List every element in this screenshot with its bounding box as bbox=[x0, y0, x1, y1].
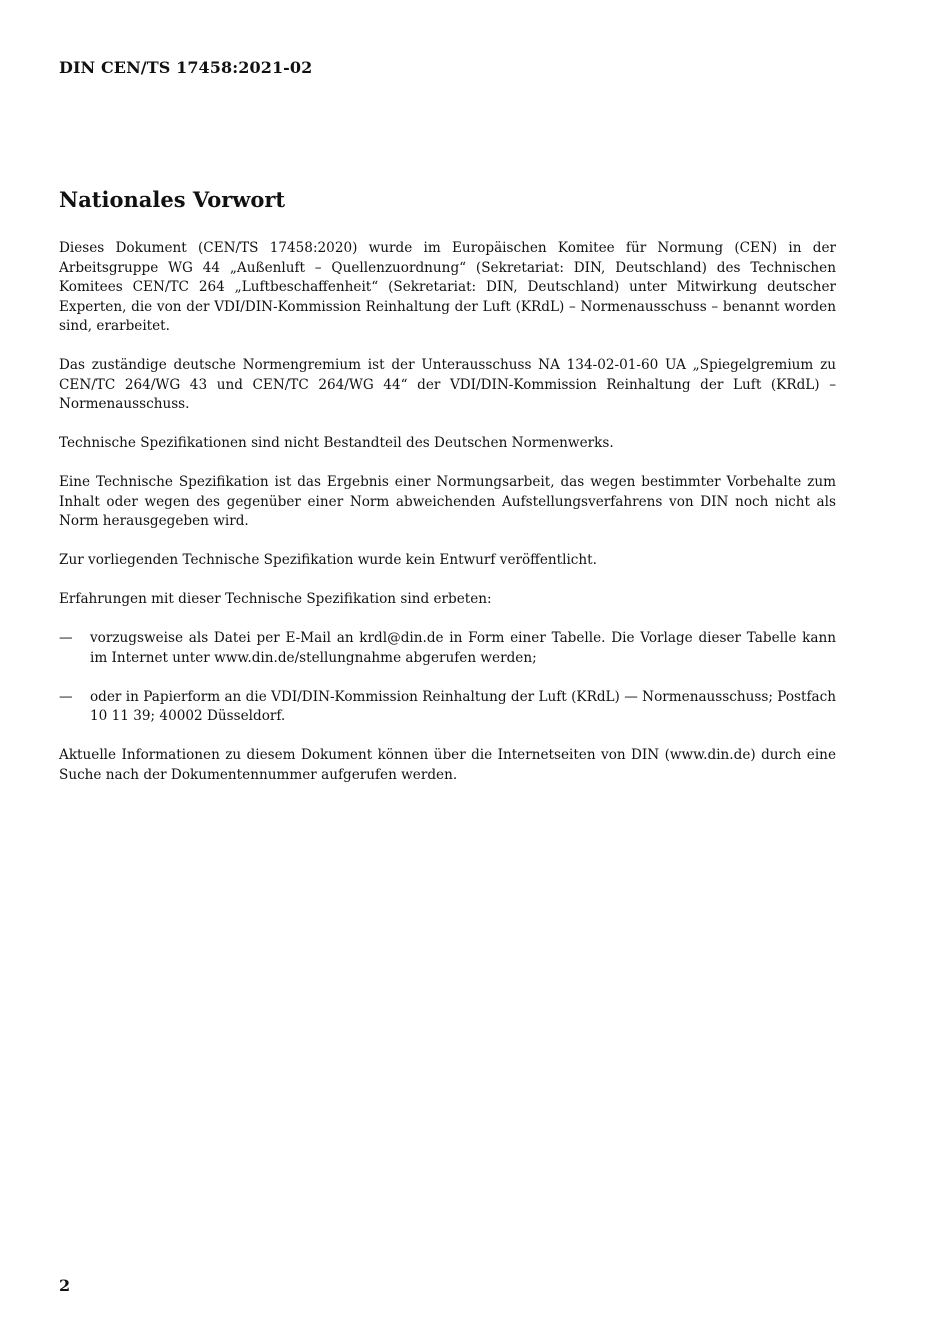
list-item-text: vorzugsweise als Datei per E-Mail an krdl@din.de in Form einer Tabelle. Die Vorlage dieser Tabelle kann im Internet unter www.din.de/stellungnahme abgerufen werden; bbox=[90, 630, 836, 666]
paragraph-no-draft: Zur vorliegenden Technische Spezifikation wurde kein Entwurf veröffentlicht. bbox=[59, 552, 597, 568]
list-item-text: oder in Papierform an die VDI/DIN-Kommission Reinhaltung der Luft (KRdL) — Normenausschuss; Postfach 10 11 39; 40002 Düsseldorf. bbox=[90, 688, 836, 724]
list-item bbox=[59, 688, 836, 727]
section-body bbox=[59, 239, 836, 805]
paragraph-closing: Aktuelle Informationen zu diesem Dokument können über die Internetseiten von DIN (www.din.de) durch eine Suche nach der Dokumentennummer aufgerufen werden. bbox=[59, 747, 836, 783]
feedback-list bbox=[59, 629, 836, 727]
paragraph-not-part-of-standards: Technische Spezifikationen sind nicht Bestandteil des Deutschen Normenwerks. bbox=[59, 435, 614, 451]
dash-bullet: — bbox=[59, 688, 73, 705]
paragraph-committee: Das zuständige deutsche Normengremium ist der Unterausschuss NA 134-02-01-60 UA „Spiegelgremium zu CEN/TC 264/WG 43 und CEN/TC 264/WG 44“ der VDI/DIN-Kommission Reinhaltung der Luft (KRdL) – Normenausschuss. bbox=[59, 357, 836, 412]
paragraph-definition: Eine Technische Spezifikation ist das Ergebnis einer Normungsarbeit, das wegen bestimmter Vorbehalte zum Inhalt oder wegen des gegenüber einer Norm abweichenden Aufstellungsverfahrens von DIN noch nicht als Norm herausgegeben wird. bbox=[59, 474, 836, 529]
dash-bullet: — bbox=[59, 630, 73, 646]
paragraph-feedback-request: Erfahrungen mit dieser Technische Spezifikation sind erbeten: bbox=[59, 591, 492, 607]
document-id-header: DIN CEN/TS 17458:2021-02 bbox=[59, 58, 313, 77]
page-number: 2 bbox=[59, 1276, 71, 1295]
list-item bbox=[59, 629, 836, 668]
paragraph-intro: Dieses Dokument (CEN/TS 17458:2020) wurde im Europäischen Komitee für Normung (CEN) in der Arbeitsgruppe WG 44 „Außenluft – Quellenzuordnung“ (Sekretariat: DIN, Deutschland) des Technischen Komitees CEN/TC 264 „Luftbeschaffenheit“ (Sekretariat: DIN, Deutschland) unter Mitwirkung deutscher Experten, die von der VDI/DIN-Kommission Reinhaltung der Luft (KRdL) – Normenausschuss – benannt worden sind, erarbeitet. bbox=[59, 240, 836, 334]
section-title: Nationales Vorwort bbox=[59, 187, 286, 212]
